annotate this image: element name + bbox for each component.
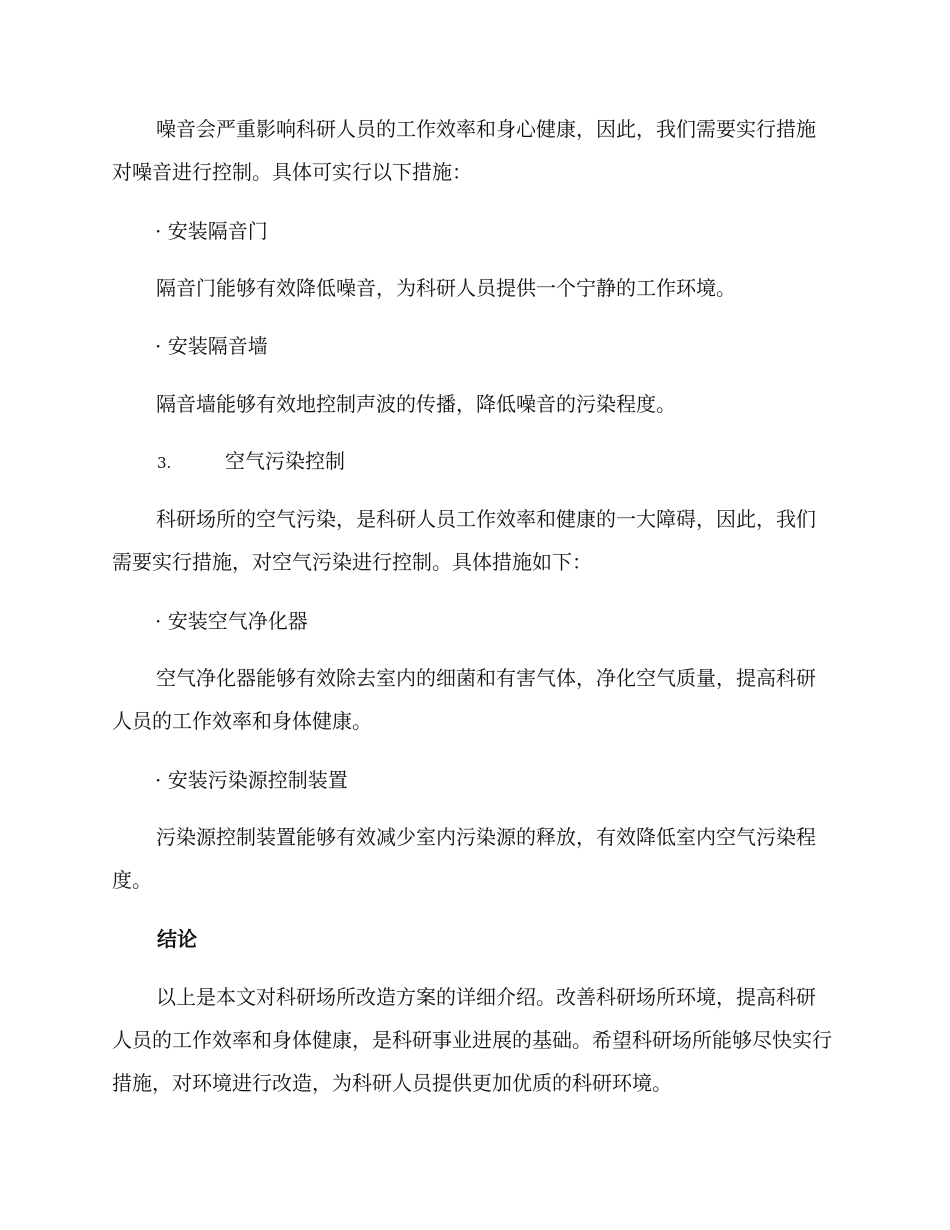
paragraph-pollution-source-control: 污染源控制装置能够有效减少室内污染源的释放，有效降低室内空气污染程度。	[112, 825, 816, 892]
bullet-air-purifier: · 安装空气净化器	[155, 609, 308, 633]
section-heading-air-pollution	[157, 440, 877, 485]
paragraph-noise-intro: 噪音会严重影响科研人员的工作效率和身心健康，因此，我们需要实行措施对噪音进行控制。具体可实行以下措施：	[112, 117, 816, 184]
paragraph-conclusion: 以上是本文对科研场所改造方案的详细介绍。改善科研场所环境，提高科研人员的工作效率和身体健康，是科研事业进展的基础。希望科研场所能够尽快实行措施，对环境进行改造，为科研人员提供更加优质的科研环境。	[112, 985, 832, 1095]
conclusion-heading: 结论	[157, 927, 197, 951]
bullet-pollution-source-control: · 安装污染源控制装置	[155, 768, 348, 792]
section-title: 空气污染控制	[225, 449, 345, 473]
paragraph-air-pollution-intro: 科研场所的空气污染，是科研人员工作效率和健康的一大障碍，因此，我们需要实行措施，对空气污染进行控制。具体措施如下：	[112, 507, 816, 574]
bullet-soundproof-door: · 安装隔音门	[155, 219, 268, 243]
paragraph-air-purifier: 空气净化器能够有效除去室内的细菌和有害气体，净化空气质量，提高科研人员的工作效率和身体健康。	[112, 666, 816, 733]
section-number: 3.	[157, 454, 172, 472]
paragraph-soundproof-door: 隔音门能够有效降低噪音，为科研人员提供一个宁静的工作环境。	[156, 276, 736, 300]
bullet-soundproof-wall: · 安装隔音墙	[155, 334, 268, 358]
paragraph-soundproof-wall: 隔音墙能够有效地控制声波的传播，降低噪音的污染程度。	[156, 392, 676, 416]
